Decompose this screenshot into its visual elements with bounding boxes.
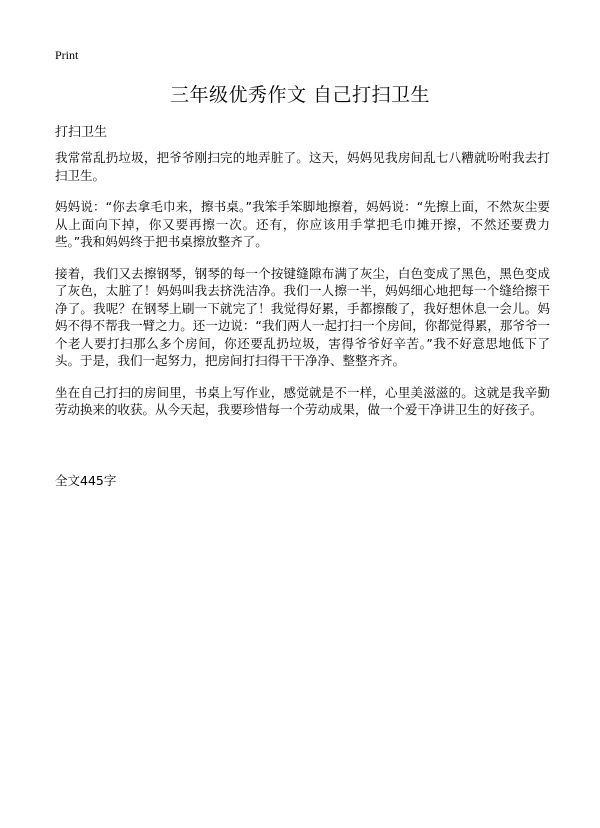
paragraph-1: 我常常乱扔垃圾，把爷爷刚扫完的地弄脏了。这天，妈妈见我房间乱七八糟就吩咐我去打扫卫生。 — [55, 150, 550, 183]
article-body — [55, 149, 550, 433]
paragraph-2: 妈妈说：“你去拿毛巾来，擦书桌。”我笨手笨脚地擦着，妈妈说：“先擦上面，不然灰尘要从上面向下掉，你又要再擦一次。还有，你应该用手掌把毛巾摊开擦，不然还要费力些。”我和妈妈终于把书桌擦放整齐了。 — [55, 199, 550, 249]
print-link[interactable]: Print — [55, 48, 79, 62]
paragraph-4: 坐在自己打扫的房间里，书桌上写作业，感觉就是不一样，心里美滋滋的。这就是我辛勤劳动换来的收获。从今天起，我要珍惜每一个劳动成果，做一个爱干净讲卫生的好孩子。 — [55, 384, 550, 417]
article-subtitle: 打扫卫生 — [55, 125, 108, 140]
word-count: 全文445字 — [55, 473, 117, 488]
article-title: 三年级优秀作文 自己打扫卫生 — [169, 84, 431, 106]
paragraph-3: 接着，我们又去擦钢琴，钢琴的每一个按键缝隙布满了灰尘，白色变成了黑色，黑色变成了灰色，太脏了！妈妈叫我去挤洗洁净。我们一人擦一半，妈妈细心地把每一个缝给擦干净了。我呢？在钢琴上刷一下就完了！我觉得好累，手都擦酸了，我好想休息一会儿。妈妈不得不帮我一臂之力。还一边说：“我们两人一起打扫一个房间，你都觉得累，那爷爷一个老人要打扫那么多个房间，你还要乱扔垃圾，害得爷爷好辛苦。”我不好意思地低下了头。于是，我们一起努力，把房间打扫得干干净净、整整齐齐。 — [55, 265, 550, 368]
